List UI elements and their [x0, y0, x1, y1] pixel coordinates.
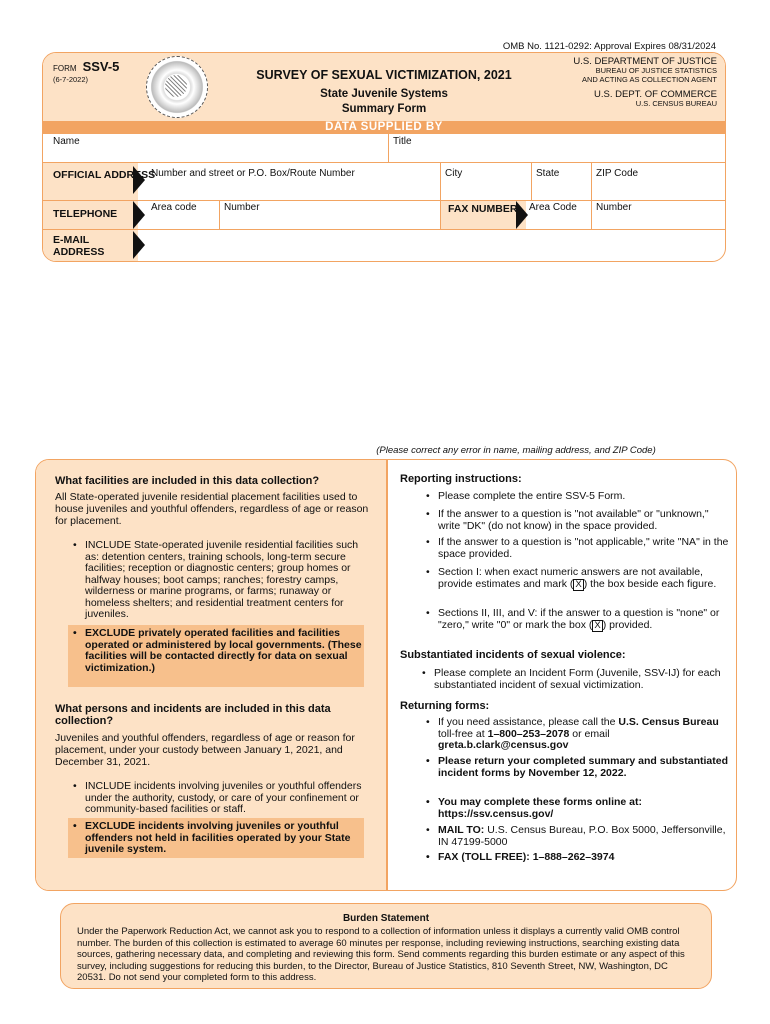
returning-forms-heading: Returning forms: — [400, 700, 490, 712]
mail-to-bullet: • MAIL TO: U.S. Census Bureau, P.O. Box 5000, Jeffersonville, IN 47199-5000 — [426, 824, 726, 848]
city-label: City — [445, 168, 463, 179]
reporting-instructions-heading: Reporting instructions: — [400, 473, 522, 485]
include-incidents-bullet: • INCLUDE incidents involving juveniles or youthful offenders under the authority, custody, or care of your confinement or community-based facilities or staff. — [73, 780, 362, 815]
subtitle-line-2: Summary Form — [341, 103, 427, 115]
number-label: Number — [224, 202, 260, 213]
area-code-label: Area code — [151, 202, 197, 213]
fax-bullet: • FAX (TOLL FREE): 1–888–262–3974 — [426, 851, 615, 863]
correction-note: (Please correct any error in name, mailing address, and ZIP Code) — [376, 445, 656, 456]
email-address-label: E-MAIL ADDRESS — [53, 234, 105, 258]
survey-title: SURVEY OF SEXUAL VICTIMIZATION, 2021 — [256, 68, 512, 82]
street-label: Number and street or P.O. Box/Route Number — [151, 168, 355, 179]
fax-area-code-label: Area Code — [529, 202, 577, 213]
arrow-icon — [516, 201, 528, 229]
arrow-icon — [133, 166, 145, 194]
substantiated-bullet: • Please complete an Incident Form (Juvenile, SSV-IJ) for each substantiated incident of sexual victimization. — [422, 667, 721, 691]
online-bullet: • You may complete these forms online at: https://ssv.census.gov/ — [426, 796, 643, 820]
arrow-icon — [133, 231, 145, 259]
fax-number-label: FAX NUMBER — [448, 203, 518, 215]
omb-number: OMB No. 1121-0292: Approval Expires 08/31/2024 — [502, 41, 716, 52]
substantiated-heading: Substantiated incidents of sexual violence: — [400, 649, 626, 661]
data-supplied-by-bar: DATA SUPPLIED BY — [43, 121, 725, 134]
subtitle-line-1: State Juvenile Systems — [320, 88, 448, 100]
form-date: (6-7-2022) — [53, 75, 89, 84]
instruction-section-i: • Section I: when exact numeric answers are not available, provide estimates and mark ( X ) the box beside each figure. — [426, 566, 717, 590]
arrow-icon — [133, 201, 145, 229]
agency-doc: U.S. DEPT. OF COMMERCE — [594, 89, 717, 100]
facilities-question: What facilities are included in this data collection? — [55, 475, 320, 487]
form-prefix: FORM — [53, 64, 77, 73]
agency-acting: AND ACTING AS COLLECTION AGENT — [581, 75, 717, 84]
exclude-incidents-bullet: • EXCLUDE incidents involving juveniles or youthful offenders not held in facilities operated by your State juvenile system. — [73, 820, 351, 855]
instruction-sections-ii-iii-v: • Sections II, III, and V: if the answer to a question is "none" or "zero," write "0" or mark the box ( X ) provided. — [426, 607, 720, 631]
title-label: Title — [393, 136, 412, 147]
assistance-bullet: • If you need assistance, please call the U.S. Census Bureau toll-free at 1–800–253–2078 or email greta.b.clark@census.gov — [426, 716, 719, 751]
persons-paragraph: Juveniles and youthful offenders, regardless of age or reason for placement, under your custody between January 1, 2021, and December 31, 2021. — [55, 732, 355, 768]
instruction-complete-form: • Please complete the entire SSV-5 Form. — [426, 490, 626, 502]
header-form-box — [42, 52, 726, 262]
state-label: State — [536, 168, 560, 179]
persons-question: What persons and incidents are included in this data collection? — [55, 703, 331, 727]
instruction-na: • If the answer to a question is "not applicable," write "NA" in the space provided. — [426, 536, 729, 560]
burden-statement-box — [60, 903, 712, 989]
agency-bjs: BUREAU OF JUSTICE STATISTICS — [595, 66, 717, 75]
exclude-facilities-bullet: • EXCLUDE privately operated facilities and facilities operated or administered by local governments. (These facilities will be contacted directly for data on sexual victimization.) — [73, 627, 362, 674]
header-banner — [43, 53, 725, 121]
zip-label: ZIP Code — [596, 168, 639, 179]
include-facilities-bullet: • INCLUDE State-operated juvenile residential facilities such as: detention centers, training schools, long-term secure facilities; reception or diagnostic centers; group homes or halfway houses; boot camps; ranches; forestry camps, wilderness or marine programs, or farms; runaway or homeless shelters; and residential treatment centers for juveniles. — [73, 539, 359, 620]
agency-block — [573, 57, 717, 108]
email-link[interactable]: greta.b.clark@census.gov — [438, 739, 569, 751]
agency-doj: U.S. DEPARTMENT OF JUSTICE — [573, 56, 717, 67]
instructions-box — [35, 459, 737, 891]
burden-body: Under the Paperwork Reduction Act, we cannot ask you to respond to a collection of information unless it displays a currently valid OMB control number. The burden of this collection is estimated to average 60 minutes per response, including reviewing instructions, searching existing data sources, gathering necessary data, and completing and reviewing this form. Send comments regarding this burden estimate or any aspect of this survey, including suggestions for reducing this burden, to the Director, Bureau of Justice Statistics, 810 Seventh Street, NW, Washington, DC 20531. Do not send your completed form to this address. — [77, 926, 685, 983]
telephone-label: TELEPHONE — [53, 208, 118, 220]
burden-title: Burden Statement — [342, 913, 430, 924]
official-address-label: OFFICIAL ADDRESS — [53, 169, 156, 181]
facilities-paragraph: All State-operated juvenile residential placement facilities used to house juveniles and youthful offenders, regardless of age or reason for placement. — [55, 491, 369, 527]
return-deadline-bullet: • Please return your completed summary and substantiated incident forms by November 12, 2022. — [426, 755, 729, 779]
name-label: Name — [53, 136, 80, 147]
agency-census: U.S. CENSUS BUREAU — [635, 99, 717, 108]
form-code: SSV-5 — [82, 59, 120, 74]
fax-number-field-label: Number — [596, 202, 632, 213]
instruction-dk: • If the answer to a question is "not available" or "unknown," write "DK" (do not know) in the space provided. — [426, 508, 709, 532]
online-url-link[interactable]: https://ssv.census.gov/ — [438, 807, 554, 820]
